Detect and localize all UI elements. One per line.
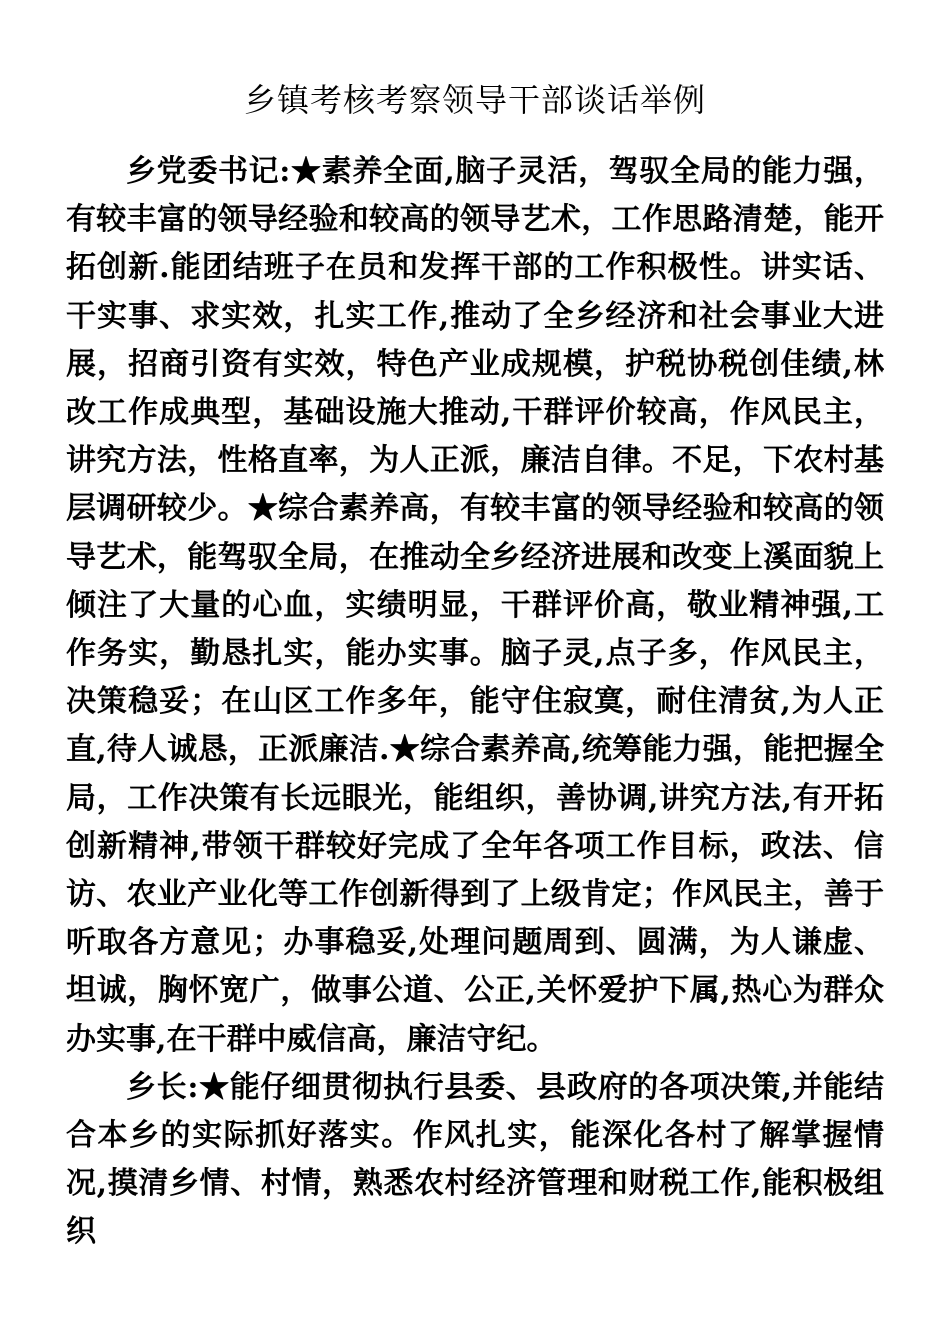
speaker-label: 乡长: — [126, 1069, 199, 1105]
speaker-label: 乡党委书记: — [126, 154, 291, 189]
paragraph-text: ★能仔细贯彻执行县委、县政府的各项决策,并能结合本乡的实际抓好落实。作风扎实，能深化各村了解掌握情况,摸清乡情、村情，熟悉农村经济管理和财税工作,能积极组织 — [66, 1069, 885, 1250]
paragraph-township-head — [66, 1064, 884, 1257]
document-title: 乡镇考核考察领导干部谈话举例 — [243, 81, 706, 119]
paragraph-party-secretary — [66, 148, 884, 1064]
paragraph-text: ★素养全面,脑子灵活，驾驭全局的能力强，有较丰富的领导经验和较高的领导艺术，工作思路清楚，能开拓创新.能团结班子在员和发挥干部的工作积极性。讲实话、干实事、求实效，扎实工作,推动了全乡经济和社会事业大进展，招商引资有实效，特色产业成规模，护税协税创佳绩,林改工作成典型，基础设施大推动,干群评价较高，作风民主，讲究方法，性格直率，为人正派，廉洁自律。不足，下农村基层调研较少。★综合素养高，有较丰富的领导经验和较高的领导艺术，能驾驭全局，在推动全乡经济进展和改变上溪面貌上倾注了大量的心血，实绩明显，干群评价高，敬业精神强,工作务实，勤恳扎实，能办实事。脑子灵,点子多，作风民主，决策稳妥；在山区工作多年，能守住寂寞，耐住清贫,为人正直,待人诚恳，正派廉洁.★综合素养高,统筹能力强，能把握全局，工作决策有长远眼光，能组织，善协调,讲究方法,有开拓创新精神,带领干群较好完成了全年各项工作目标，政法、信访、农业产业化等工作创新得到了上级肯定；作风民主，善于听取各方意见；办事稳妥,处理问题周到、圆满，为人谦虚、坦诚，胸怀宽广，做事公道、公正,关怀爱护下属,热心为群众办实事,在干群中威信高，廉洁守纪。 — [66, 154, 884, 1057]
